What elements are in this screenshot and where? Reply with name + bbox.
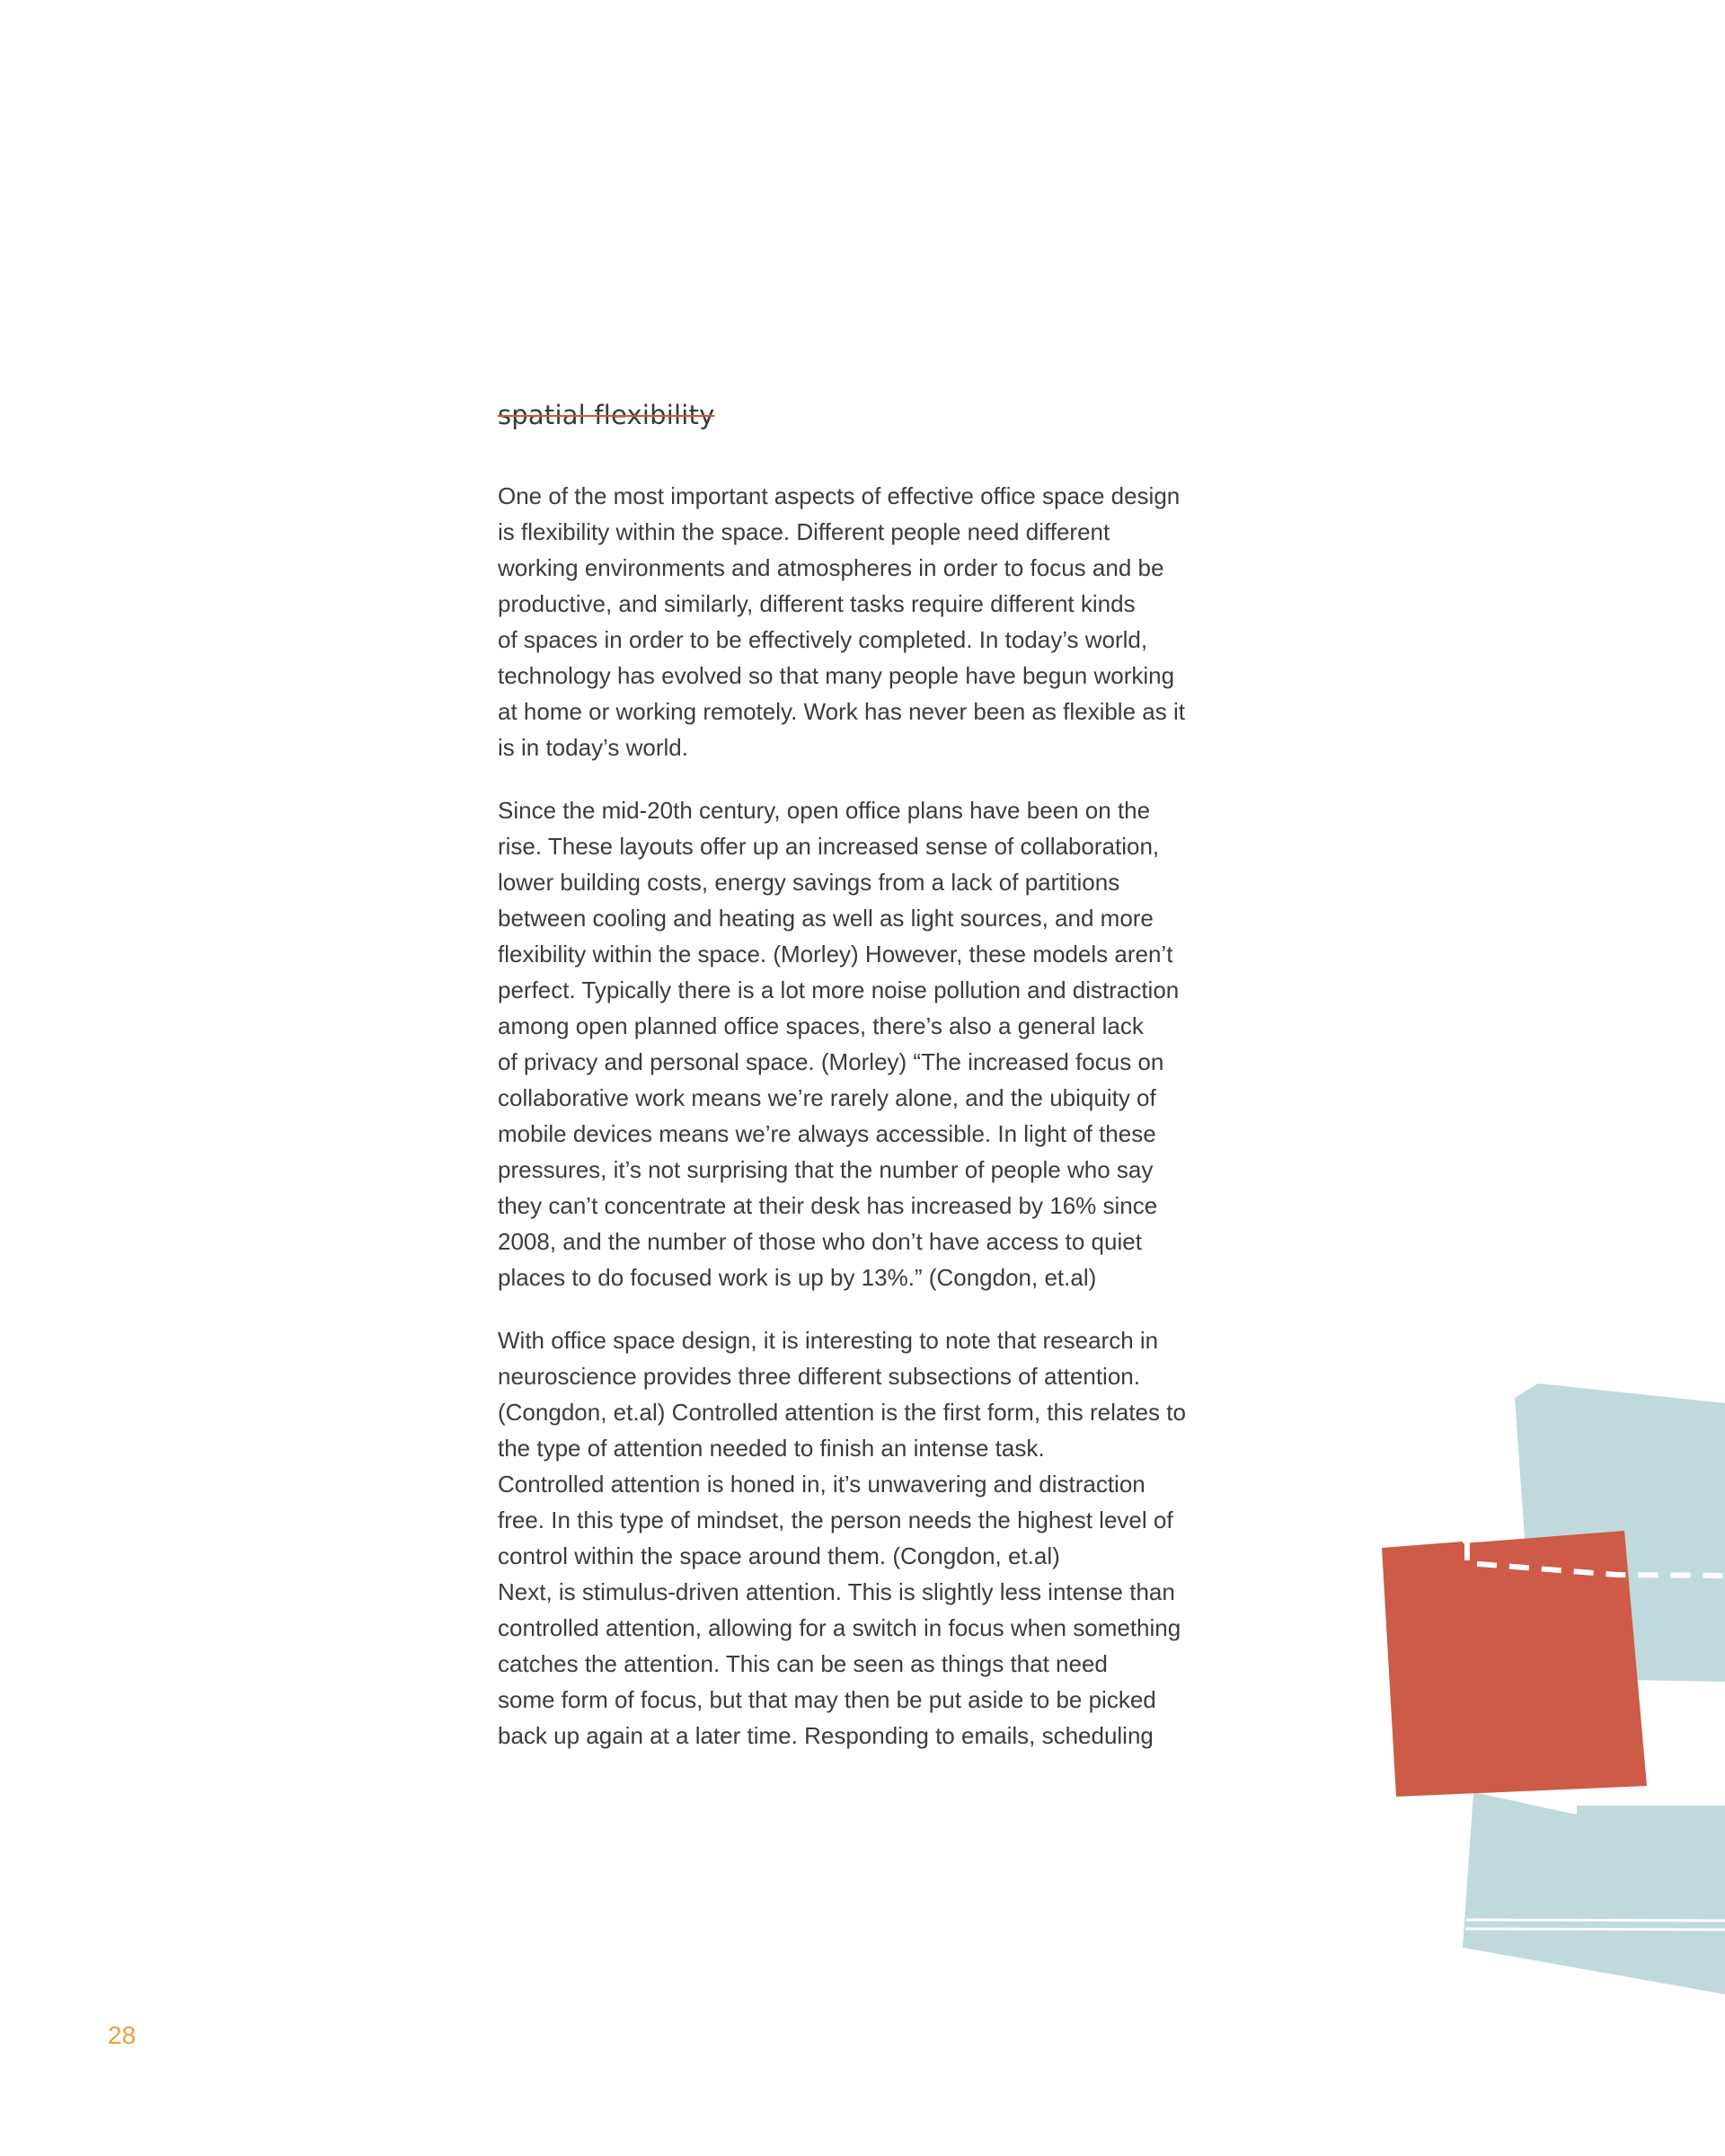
text-line: Next, is stimulus-driven attention. This is slightly less intense than [498,1578,1175,1605]
red-square-shape [1382,1531,1647,1797]
text-line: With office space design, it is interesting to note that research in [498,1327,1159,1354]
text-line: control within the space around them. (Congdon, et.al) [498,1542,1060,1569]
paragraph-1 [498,478,1243,765]
paragraph-3 [498,1322,1243,1754]
text-line: technology has evolved so that many people have begun working [498,662,1175,689]
blue-shape-lower [1463,1792,1725,1994]
text-line: perfect. Typically there is a lot more noise pollution and distraction [498,976,1180,1003]
text-line: Since the mid-20th century, open office plans have been on the [498,797,1151,824]
text-line: rise. These layouts offer up an increased sense of collaboration, [498,833,1160,860]
text-line: they can’t concentrate at their desk has increased by 16% since [498,1192,1158,1219]
text-line: is in today’s world. [498,734,688,761]
text-line: catches the attention. This can be seen as things that need [498,1650,1108,1677]
text-line: the type of attention needed to finish an intense task. [498,1435,1045,1462]
text-line: of privacy and personal space. (Morley) “The increased focus on [498,1048,1164,1075]
text-line: working environments and atmospheres in order to focus and be [498,554,1164,581]
text-line: free. In this type of mindset, the person needs the highest level of [498,1507,1173,1533]
text-line: mobile devices means we’re always accessible. In light of these [498,1120,1156,1147]
text-line: places to do focused work is up by 13%.” (Congdon, et.al) [498,1264,1097,1291]
text-line: collaborative work means we’re rarely alone, and the ubiquity of [498,1084,1156,1111]
page-number: 28 [108,2021,137,2049]
text-line: productive, and similarly, different tasks require different kinds [498,590,1136,617]
text-line: is flexibility within the space. Different people need different [498,518,1110,545]
text-line: controlled attention, allowing for a switch in focus when something [498,1614,1181,1641]
text-line: of spaces in order to be effectively completed. In today’s world, [498,626,1148,653]
text-line: among open planned office spaces, there’s also a general lack [498,1012,1144,1039]
text-line: at home or working remotely. Work has never been as flexible as it [498,698,1185,725]
text-line: back up again at a later time. Responding to emails, scheduling [498,1722,1154,1749]
paragraph-2 [498,792,1243,1295]
text-line: some form of focus, but that may then be put aside to be picked [498,1686,1156,1713]
body-text [498,478,1243,1780]
text-line: (Congdon, et.al) Controlled attention is the first form, this relates to [498,1399,1186,1426]
text-line: between cooling and heating as well as light sources, and more [498,905,1154,932]
text-line: 2008, and the number of those who don’t have access to quiet [498,1228,1142,1255]
text-line: neuroscience provides three different subsections of attention. [498,1363,1140,1390]
text-line: flexibility within the space. (Morley) However, these models aren’t [498,941,1173,968]
decorative-shapes-illustration [1348,1383,1725,2012]
text-line: One of the most important aspects of effective office space design [498,482,1181,509]
section-heading: spatial flexibility [498,400,715,430]
text-line: pressures, it’s not surprising that the number of people who say [498,1156,1154,1183]
text-line: Controlled attention is honed in, it’s unwavering and distraction [498,1471,1146,1498]
text-line: lower building costs, energy savings from a lack of partitions [498,869,1120,896]
